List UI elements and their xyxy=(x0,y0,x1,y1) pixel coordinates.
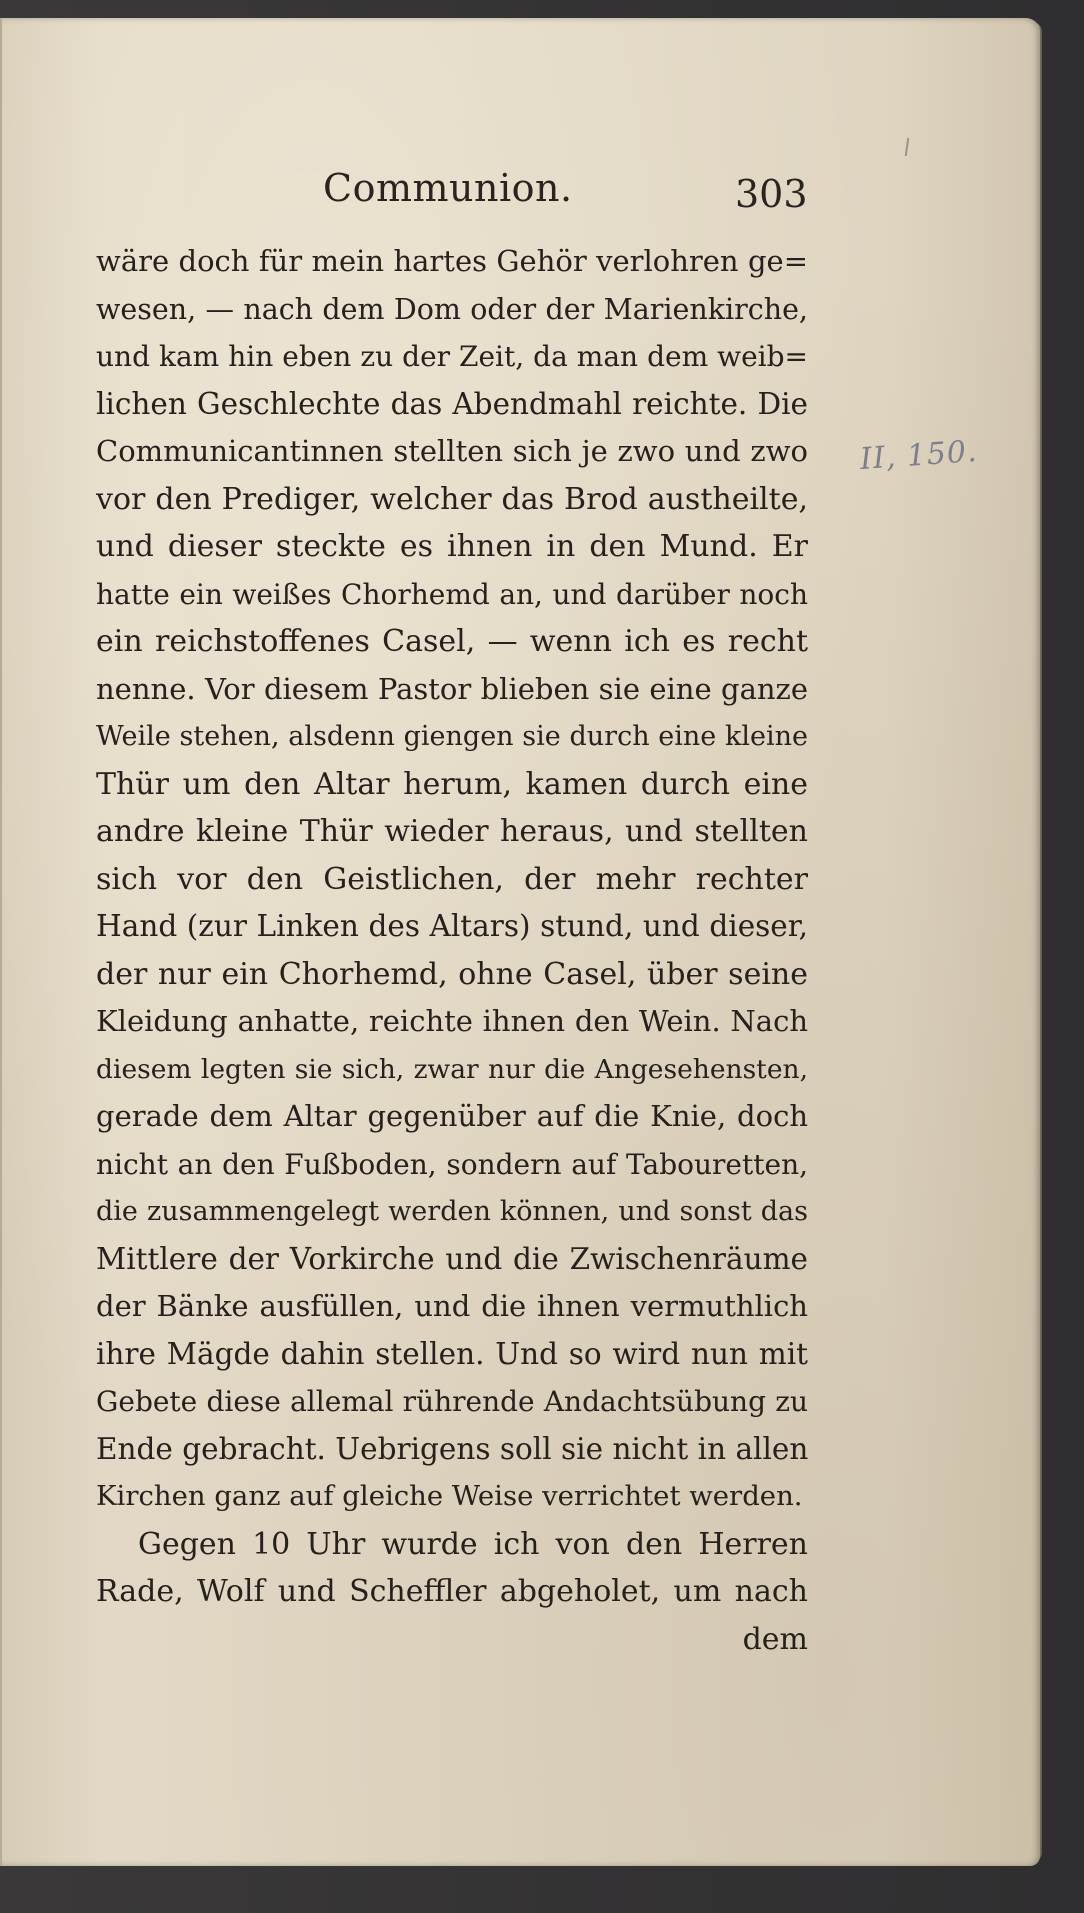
text-line: vor den Prediger, welcher das Brod austheilte, xyxy=(96,481,808,517)
text-line: Kirchen ganz auf gleiche Weise verrichtet werden. xyxy=(96,1480,803,1512)
catchword: dem xyxy=(742,1621,808,1657)
text-line: und kam hin eben zu der Zeit, da man dem weib= xyxy=(96,340,808,373)
text-line: andre kleine Thür wieder heraus, und stellten xyxy=(96,814,808,849)
handwritten-margin-note: II, 150. xyxy=(858,433,979,478)
text-line: nenne. Vor diesem Pastor blieben sie eine ganze xyxy=(96,671,808,706)
page-header xyxy=(95,156,815,216)
text-line: der Bänke ausfüllen, und die ihnen vermuthlich xyxy=(96,1289,808,1323)
running-head: Communion. xyxy=(323,166,573,210)
text-line: Mittlere der Vorkirche und die Zwischenräume xyxy=(96,1241,808,1276)
text-line: Kleidung anhatte, reichte ihnen den Wein. Nach xyxy=(96,1004,808,1038)
text-line: ein reichstoffenes Casel, — wenn ich es recht xyxy=(96,624,808,659)
text-line: diesem legten sie sich, zwar nur die Angesehensten, xyxy=(96,1053,808,1085)
text-line: nicht an den Fußboden, sondern auf Tabouretten, xyxy=(96,1147,808,1181)
body-text xyxy=(96,238,808,1663)
text-line: Gebete diese allemal rührende Andachtsübung zu xyxy=(96,1385,808,1418)
text-line: Communicantinnen stellten sich je zwo und zwo xyxy=(96,434,808,468)
text-line: wesen, — nach dem Dom oder der Marienkirche, xyxy=(96,292,808,326)
text-line: Gegen 10 Uhr wurde ich von den Herren xyxy=(138,1526,808,1562)
text-line: Weile stehen, alsdenn giengen sie durch eine kleine xyxy=(96,721,808,752)
text-line: die zusammengelegt werden können, und sonst das xyxy=(96,1196,808,1227)
text-line: Hand (zur Linken des Altars) stund, und dieser, xyxy=(96,909,808,943)
pencil-mark xyxy=(905,138,909,156)
text-line: und dieser steckte es ihnen in den Mund. Er xyxy=(96,529,808,564)
text-line: sich vor den Geistlichen, der mehr rechter xyxy=(96,861,808,897)
page-number: 303 xyxy=(735,172,808,216)
text-line: der nur ein Chorhemd, ohne Casel, über seine xyxy=(96,956,808,992)
book-page xyxy=(0,18,1040,1866)
text-line: wäre doch für mein hartes Gehör verlohren ge= xyxy=(96,244,808,278)
text-line: ihre Mägde dahin stellen. Und so wird nun mit xyxy=(96,1336,808,1371)
text-line: Thür um den Altar herum, kamen durch eine xyxy=(96,766,808,802)
text-line: gerade dem Altar gegenüber auf die Knie, doch xyxy=(96,1099,808,1133)
text-line: lichen Geschlechte das Abendmahl reichte. Die xyxy=(96,386,808,421)
text-line: Ende gebracht. Uebrigens soll sie nicht in allen xyxy=(96,1431,808,1466)
text-line: hatte ein weißes Chorhemd an, und darüber noch xyxy=(96,577,808,611)
text-line: Rade, Wolf und Scheffler abgeholet, um nach xyxy=(96,1574,808,1609)
